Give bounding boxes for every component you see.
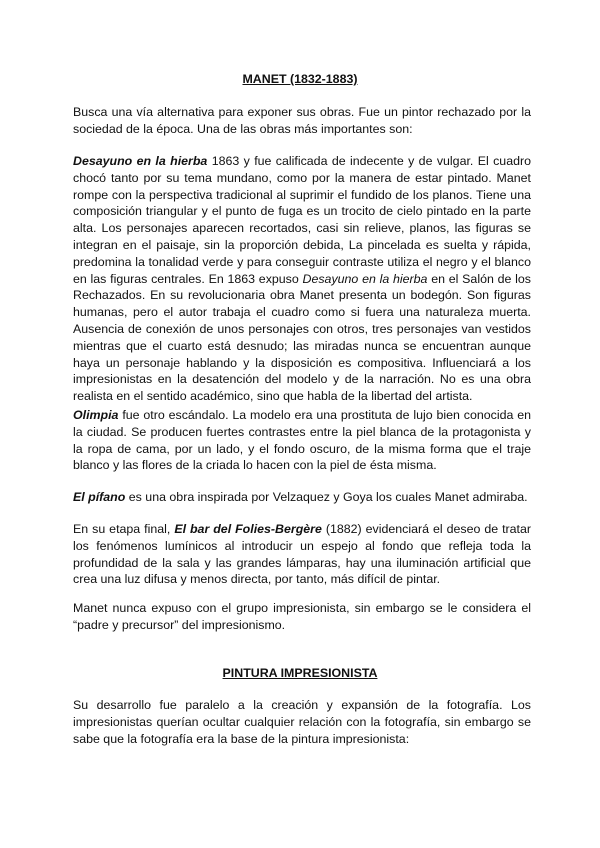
impresionista-paragraph: Su desarrollo fue paralelo a la creación y expansión de la fotografía. Los impresionistas querían ocultar cualquier relación con la fotografía, sin embargo se sabe que la fotografía era la base de la pintura impresionista:	[73, 698, 531, 746]
heading-manet: MANET (1832-1883)	[242, 72, 358, 86]
intro-paragraph: Busca una vía alternativa para exponer sus obras. Fue un pintor rechazado por la sociedad de la época. Una de las obras más importantes son:	[73, 105, 531, 136]
desayuno-text-1: 1863 y fue calificada de indecente y de vulgar. El cuadro chocó tanto por su tema mundano, como por la manera de estar pintado. Manet rompe con la perspectiva tradicional al suprimir el fundido de los planos. Tiene una composición triangular y el punto de fuga es un trocito de cielo pintado en la parte alta. Los personajes aparecen recortados, casi sin relieve, planos, las figuras se integran en el paisaje, sin la proporción debida, La pincelada es suelta y rápida, predomina la tonalidad verde y para conseguir contraste utiliza el negro y el blanco en las figuras centrales. En 1863 expuso	[73, 154, 531, 286]
desayuno-paragraph	[73, 153, 531, 405]
olimpia-paragraph	[73, 407, 531, 474]
folies-title: El bar del Folies-Bergère	[174, 522, 322, 536]
folies-text-2: (1882) evidenciará el deseo de tratar los fenómenos lumínicos al introducir un espejo al fondo que refleja toda la profundidad de la sala y las grandes lámparas, hay una iluminación artificial que crea una luz difusa y menos directa, por tanto, más difícil de pintar.	[73, 522, 532, 587]
conclusion-paragraph: Manet nunca expuso con el grupo impresionista, sin embargo se le considera el “padre y precursor” del impresionismo.	[73, 601, 531, 632]
folies-paragraph	[73, 521, 531, 588]
desayuno-title-inline: Desayuno en la hierba	[302, 271, 428, 286]
olimpia-title: Olimpia	[73, 408, 119, 422]
desayuno-text-2: en el Salón de los Rechazados. En su revolucionaria obra Manet presenta un bodegón. Son figuras humanas, pero el autor trabaja el cuadro como si fuera una naturaleza muerta. Ausencia de conexión de unos personajes con otros, tres personajes van vestidos mientras que el cuarto está desnudo; las miradas nunca se encuentran aunque haya un personaje hablando y la disposición es compositiva. Influenciará a los impresionistas en la desatención del modelo y de la narración. No es una obra realista en el sentido académico, sino que habla de la libertad del artista.	[73, 271, 531, 404]
heading-impresionista: PINTURA IMPRESIONISTA	[222, 666, 378, 680]
desayuno-title: Desayuno en la hierba	[73, 154, 208, 168]
olimpia-text: fue otro escándalo. La modelo era una prostituta de lujo bien conocida en la ciudad. Se producen fuertes contrastes entre la piel blanca de la protagonista y la ropa de cama, por un lado, y el fondo oscuro, de la misma forma que el traje blanco y las flores de la criada lo hacen con la piel de ésta misma.	[73, 408, 531, 473]
pifano-title: El pífano	[73, 490, 126, 504]
pifano-paragraph	[73, 489, 531, 506]
pifano-text: es una obra inspirada por Velzaquez y Goya los cuales Manet admiraba.	[125, 490, 528, 504]
folies-text-1: En su etapa final,	[73, 522, 175, 536]
